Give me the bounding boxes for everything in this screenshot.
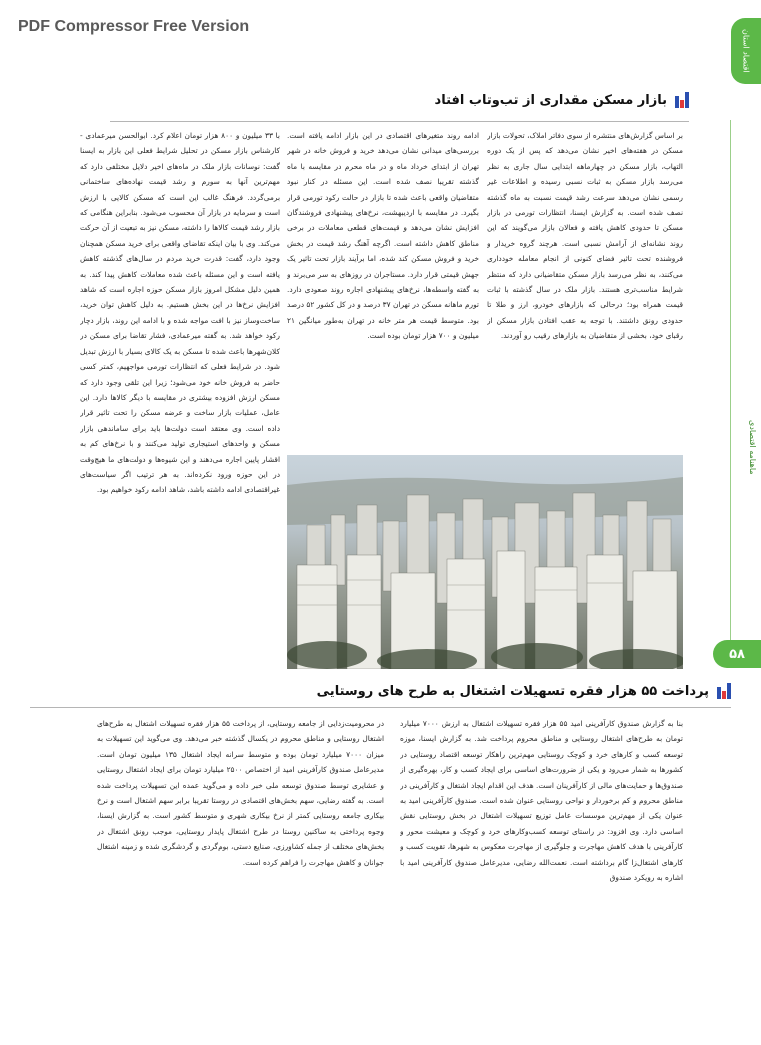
article1-column-1-text: بر اساس گزارش‌های منتشره از سوی دفاتر املاک، تحولات بازار مسکن در هفته‌های اخیر نشان می‌دهد که پس از یک دوره التهاب، بازار مسکن در چهارماهه ابتدایی سال جاری به نظر می‌رسد بازار مسکن به ثبات نسبی رسیده و اطلاعات غیر رسمی نشان می‌دهد سرعت رشد قیمت نسبت به ماه گذشته نصف شده است. به گزارش ایسنا، انتظارات تورمی در بازار مسکن تا حدودی کاهش یافته و فعالان بازار می‌گویند که این روند نشانه‌ای از آرامش نسبی است. هرچند گروه خریدار و فروشنده تحت تاثیر فضای کنونی از انجام معامله خودداری می‌کنند، به نظر می‌رسد بازار مسکن متقاضیانی دارد که منتظر شرایط مناسب‌تری هستند. بازار ملک در سال گذشته با ثبات قیمت همراه بود؛ درحالی که بازارهای خودرو، ارز و طلا تا حدودی رونق داشتند. با توجه به عقب افتادن بازار مسکن از رقبای خود، بخشی از متقاضیان به بازارهای رقیب رو آوردند. (487, 131, 683, 341)
article2-title: پرداخت ۵۵ هزار فقره تسهیلات اشتغال به طرح های روستایی (316, 683, 709, 699)
article2-column-2-text: در محرومیت‌زدایی از جامعه روستایی، از پرداخت ۵۵ هزار فقره تسهیلات اشتغال به طرح‌های اشتغال روستایی و مناطق محروم در یکسال گذشته خبر می‌دهد. وی می‌گوید این تسهیلات به میزان ۷۰۰۰ میلیارد تومان بوده و متوسط سرانه ایجاد اشتغال ۱۳۵ میلیون تومان است. مدیرعامل صندوق کارآفرینی امید از اختصاص ۲۵۰۰ میلیارد تومان برای ایجاد اشتغال روستایی و عشایری توسط صندوق توسعه ملی خبر داده و می‌گوید عمده این تسهیلات پرداخت شده است. به گفته رضایی، سهم بخش‌های اقتصادی در روستا تقریبا برابر سهم اشتغال است و نرخ بیکاری جامعه روستایی کمتر از نرخ بیکاری شهری و متوسط کشور است. به گزارش ایسنا، وجوه پرداختی به ساکنین روستا در طرح اشتغال پایدار روستایی، موجب رونق اشتغال در بخش‌های مختلف از جمله کشاورزی، صنایع دستی، بوم‌گردی و گردشگری شده و زمینه اشتغال جوانان و کاهش مهاجرت را فراهم کرده است. (97, 719, 384, 867)
bar-chart-icon (717, 683, 731, 699)
bar-chart-icon (675, 92, 689, 108)
side-rail-text: ماهنامه اقتصادی (748, 420, 757, 475)
article1-column-1 (487, 128, 683, 464)
headline-rule (110, 121, 689, 122)
watermark: PDF Compressor Free Version (18, 18, 250, 35)
headline-rule (30, 707, 731, 708)
city-skyline-illustration (287, 455, 683, 669)
article1-column-2-text: ادامه روند متغیرهای اقتصادی در این بازار ادامه یافته است. بررسی‌های میدانی نشان می‌دهد خرید و فروش خانه در شهر تهران از ابتدای خرداد ماه و در ماه محرم در مقایسه با ماه گذشته تقریبا نصف شده است. این مسئله در کنار نبود متقاضیان واقعی باعث شده تا بازار در حالت رکود تورمی قرار بگیرد. در مقایسه با اردیبهشت، نرخ‌های پیشنهادی فروشندگان افزایش نشان می‌دهد و قیمت‌های قطعی معاملات در برخی مناطق کاهش داشته است. اگرچه آهنگ رشد قیمت در بخش خرید و فروش مسکن کند شده، اما برآیند بازار تحت تاثیر یک جهش قیمتی قرار دارد. مستاجران در روزهای به سر می‌برند و به گفته واسطه‌ها، نرخ‌های پیشنهادی اجاره روند صعودی دارد. تورم ماهانه مسکن در تهران ۳۷ درصد و در کل کشور ۵۲ درصد بود. متوسط قیمت هر متر خانه در تهران به‌طور میانگین ۲۱ میلیون و ۷۰۰ هزار تومان بوده است. (287, 131, 479, 341)
side-rail (721, 120, 761, 660)
article1-title: بازار مسکن مقداری از تب‌وتاب افتاد (434, 92, 667, 108)
article1-column-2 (287, 128, 479, 448)
article1-headline (435, 92, 689, 108)
city-skyline-photo (287, 455, 683, 669)
article2-column-1-text: بنا به گزارش صندوق کارآفرینی امید ۵۵ هزار فقره تسهیلات اشتغال به ارزش ۷۰۰۰ میلیارد تومان به طرح‌های اشتغال روستایی و مناطق محروم پرداخت شد. به گزارش ایسنا، موزه توسعه کسب و کارهای خرد و کوچک روستایی مهم‌ترین راهکار توسعه اقتصاد روستایی در کشورها به شمار می‌رود و یکی از ضرورت‌های اساسی برای ایجاد کسب و کار، بهره‌گیری از صندوق‌ها و حمایت‌های مالی از کارآفرینان است. هدف این اقدام ایجاد اشتغال و کارآفرینی در مناطق محروم و کم برخوردار و نواحی روستایی عنوان شده است. صندوق کارآفرینی امید به عنوان یکی از مهم‌ترین موسسات عامل توزیع تسهیلات اشتغال در بخش روستایی نقش اساسی دارد. وی افزود: در راستای توسعه کسب‌وکارهای خرد و کوچک و معیشت محور و کارآفرینی با هدف کاهش مهاجرت و جلوگیری از مهاجرت معکوس به شهرها، تقویت کسب و کارهای اشتغال‌زا گام برداشته است. نعمت‌الله رضایی، مدیرعامل صندوق کارآفرینی امید با اشاره به رویکرد صندوق (400, 719, 683, 883)
article1-column-3 (80, 128, 280, 668)
article2-column-1 (400, 716, 683, 976)
article2-column-2 (97, 716, 384, 976)
section-tab: اقتصاد استان (731, 18, 761, 84)
side-rule (730, 120, 731, 650)
article2-headline (317, 683, 731, 699)
page-number: ۵۸ (713, 640, 761, 668)
article1-column-3-text: با ۳۳ میلیون و ۸۰۰ هزار تومان اعلام کرد. ابوالحسن میرعمادی - کارشناس بازار مسکن در تحلیل شرایط فعلی این بازار به ایسنا گفت: نوسانات بازار ملک در ماه‌های اخیر دلایل مختلفی دارد که مهم‌ترین آنها به سورم و رشد قیمت نهاده‌های ساختمانی برمی‌گردد. فرهنگ غالب این است که مسکن کالایی با ارزش است و سرمایه در بازار آن محسوب می‌شود. بنابراین هنگامی که بازار رشد قیمت کالاها را داشته، مسکن نیز به تبعیت از آن حرکت می‌کند. وی با بیان اینکه تقاضای واقعی برای خرید مسکن همچنان وجود دارد، گفت: قدرت خرید مردم در سال‌های گذشته کاهش یافته است و این مسئله باعث شده معاملات کاهش پیدا کند. به همین دلیل مشکل امروز بازار مسکن حوزه اجاره است که شاهد افزایش نرخ‌ها در این بخش هستیم. به دلیل کاهش توان خرید، ساخت‌وساز نیز با افت مواجه شده و با ادامه این روند، بازار دچار رکود خواهد شد. به گفته میرعمادی، فشار تقاضا برای مسکن در کلان‌شهرها باعث شده تا مسکن به یک کالای بسیار با ارزش تبدیل شود. در شرایط فعلی که انتظارات تورمی مواجهیم، کمتر کسی حاضر به فروش خانه خود می‌شود؛ زیرا این تلقی وجود دارد که مسکن ارزش افزوده بیشتری در مقایسه با دیگر کالاها دارد. این عامل، عملیات بازار ساخت و عرضه مسکن را تحت تاثیر قرار داده است. وی معتقد است دولت‌ها باید برای ساماندهی بازار مسکن و واحدهای استیجاری تولید می‌کنند و با نرخ‌های کم به اقشار پایین اجاره می‌دهند و این شیوه‌ها و دولت‌های ما هیچ‌وقت در این حوزه ورود نکرده‌اند. به هر ترتیب اگر سیاست‌های غیراقتصادی ادامه داشته باشد، شاهد ادامه رکود خواهیم بود. (80, 131, 280, 495)
